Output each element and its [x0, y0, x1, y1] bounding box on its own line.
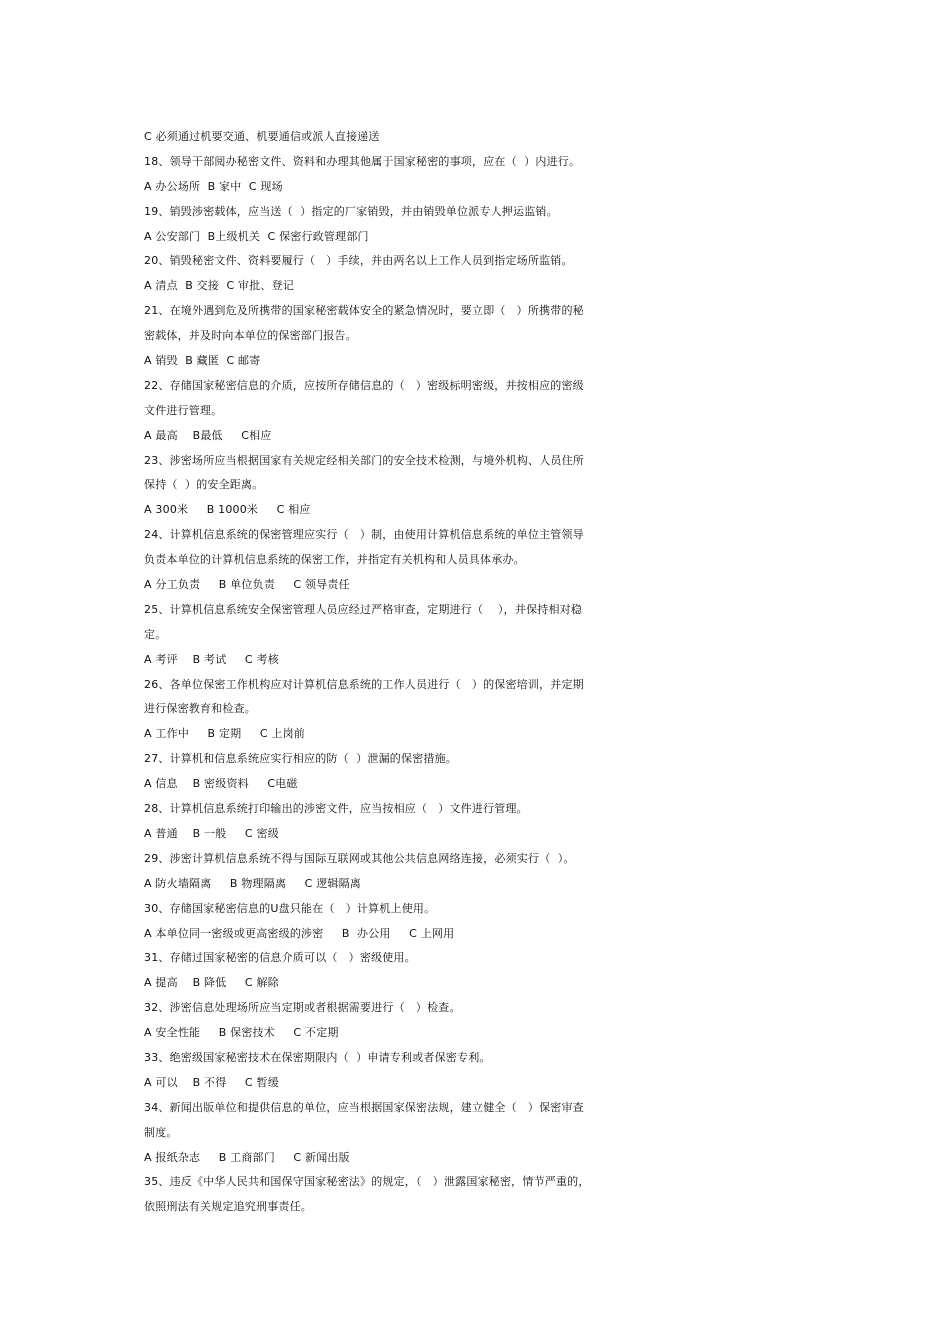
question-19: 19、销毁涉密载体，应当送（ ）指定的厂家销毁，并由销毁单位派专人押运监销。 — [144, 204, 558, 218]
question-21: 21、在境外遇到危及所携带的国家秘密载体安全的紧急情况时，要立即（ ）所携带的秘 — [144, 304, 584, 318]
question-34: 34、新闻出版单位和提供信息的单位，应当根据国家保密法规，建立健全（ ）保密审查 — [144, 1100, 584, 1114]
question-22: 22、存储国家秘密信息的介质，应按所存储信息的（ ）密级标明密级，并按相应的密级 — [144, 378, 584, 392]
question-26: 26、各单位保密工作机构应对计算机信息系统的工作人员进行（ ）的保密培训，并定期 — [144, 677, 584, 691]
options-23: A 300米 B 1000米 C 相应 — [144, 503, 311, 517]
options-21: A 销毁 B 藏匿 C 邮寄 — [144, 354, 261, 368]
question-28: 28、计算机信息系统打印输出的涉密文件，应当按相应（ ）文件进行管理。 — [144, 802, 528, 816]
options-22: A 最高 B最低 C相应 — [144, 428, 272, 442]
question-23: 23、涉密场所应当根据国家有关规定经相关部门的安全技术检测，与境外机构、人员住所 — [144, 453, 584, 467]
question-34-cont: 制度。 — [144, 1125, 178, 1139]
options-20: A 清点 B 交接 C 审批、登记 — [144, 279, 295, 293]
question-35-cont: 依照刑法有关规定追究刑事责任。 — [144, 1200, 312, 1214]
question-30: 30、存储国家秘密信息的U盘只能在（ ）计算机上使用。 — [144, 901, 436, 915]
question-24: 24、计算机信息系统的保密管理应实行（ ）制，由使用计算机信息系统的单位主管领导 — [144, 528, 584, 542]
options-34: A 报纸杂志 B 工商部门 C 新闻出版 — [144, 1150, 350, 1164]
question-20: 20、销毁秘密文件、资料要履行（ ）手续，并由两名以上工作人员到指定场所监销。 — [144, 254, 573, 268]
question-18: 18、领导干部阅办秘密文件、资料和办理其他属于国家秘密的事项，应在（ ）内进行。 — [144, 154, 581, 168]
options-31: A 提高 B 降低 C 解除 — [144, 976, 279, 990]
question-32: 32、涉密信息处理场所应当定期或者根据需要进行（ ）检查。 — [144, 1001, 461, 1015]
question-29: 29、涉密计算机信息系统不得与国际互联网或其他公共信息网络连接，必须实行（ ）。 — [144, 851, 575, 865]
options-24: A 分工负责 B 单位负责 C 领导责任 — [144, 578, 350, 592]
options-30: A 本单位同一密级或更高密级的涉密 B 办公用 C 上网用 — [144, 926, 455, 940]
question-27: 27、计算机和信息系统应实行相应的防（ ）泄漏的保密措施。 — [144, 752, 457, 766]
question-24-cont: 负责本单位的计算机信息系统的保密工作，并指定有关机构和人员具体承办。 — [144, 553, 525, 567]
question-31: 31、存储过国家秘密的信息介质可以（ ）密级使用。 — [144, 951, 416, 965]
options-18: A 办公场所 B 家中 C 现场 — [144, 179, 283, 193]
options-26: A 工作中 B 定期 C 上岗前 — [144, 727, 306, 741]
options-29: A 防火墙隔离 B 物理隔离 C 逻辑隔离 — [144, 876, 362, 890]
question-25: 25、计算机信息系统安全保密管理人员应经过严格审查，定期进行（ ），并保持相对稳 — [144, 602, 583, 616]
options-25: A 考评 B 考试 C 考核 — [144, 652, 279, 666]
question-21-cont: 密载体，并及时向本单位的保密部门报告。 — [144, 329, 357, 343]
options-33: A 可以 B 不得 C 暂缓 — [144, 1075, 279, 1089]
question-25-cont: 定。 — [144, 627, 167, 641]
question-33: 33、绝密级国家秘密技术在保密期限内（ ）申请专利或者保密专利。 — [144, 1050, 491, 1064]
options-27: A 信息 B 密级资料 C电磁 — [144, 777, 298, 791]
options-19: A 公安部门 B上级机关 C 保密行政管理部门 — [144, 229, 369, 243]
options-28: A 普通 B 一般 C 密级 — [144, 826, 279, 840]
question-35: 35、违反《中华人民共和国保守国家秘密法》的规定，（ ）泄露国家秘密，情节严重的， — [144, 1175, 590, 1189]
question-23-cont: 保持（ ）的安全距离。 — [144, 478, 264, 492]
question-26-cont: 进行保密教育和检查。 — [144, 702, 256, 716]
options-32: A 安全性能 B 保密技术 C 不定期 — [144, 1026, 339, 1040]
question-list — [144, 125, 824, 1220]
question-22-cont: 文件进行管理。 — [144, 403, 223, 417]
text-line: C 必须通过机要交通、机要通信或派人直接递送 — [144, 130, 380, 143]
